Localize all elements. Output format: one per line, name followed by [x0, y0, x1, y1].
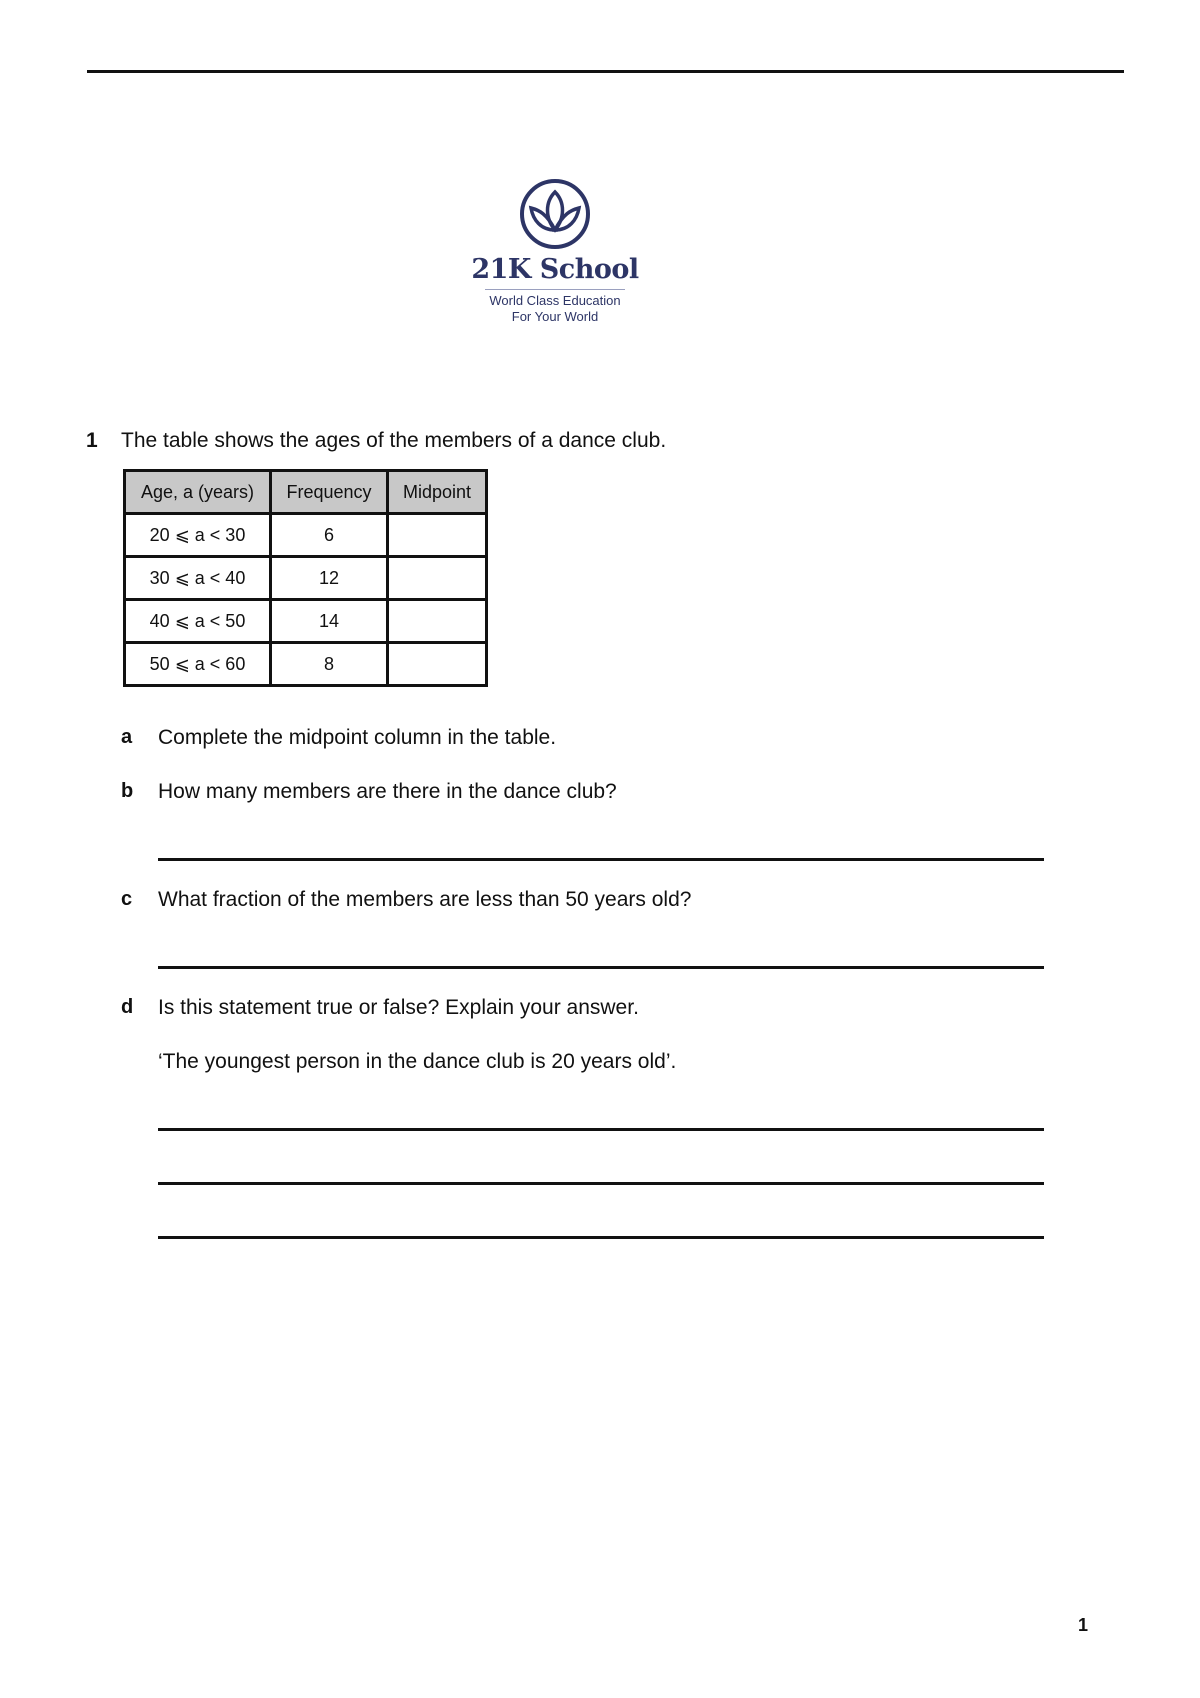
- midpoint-cell[interactable]: [388, 514, 487, 557]
- table-row: [125, 643, 487, 686]
- question-number: 1: [86, 429, 98, 452]
- answer-line-c[interactable]: [158, 966, 1044, 969]
- part-d-text: Is this statement true or false? Explain your answer.: [158, 996, 639, 1019]
- header-midpoint: Midpoint: [388, 471, 487, 514]
- frequency-cell: 8: [271, 643, 388, 686]
- part-d-quote: ‘The youngest person in the dance club is 20 years old’.: [158, 1050, 677, 1073]
- school-logo: [470, 178, 640, 325]
- midpoint-cell[interactable]: [388, 600, 487, 643]
- part-a-text: Complete the midpoint column in the table.: [158, 726, 557, 749]
- part-c-label: c: [121, 888, 133, 910]
- part-c-text: What fraction of the members are less than 50 years old?: [158, 888, 692, 911]
- age-cell: 40 ⩽ a < 50: [125, 600, 271, 643]
- table-row: [125, 600, 487, 643]
- question-text: The table shows the ages of the members of a dance club.: [121, 429, 667, 452]
- midpoint-cell[interactable]: [388, 643, 487, 686]
- answer-line-d-2[interactable]: [158, 1182, 1044, 1185]
- frequency-cell: 14: [271, 600, 388, 643]
- table-row: [125, 557, 487, 600]
- frequency-cell: 6: [271, 514, 388, 557]
- page-number: 1: [1078, 1615, 1089, 1635]
- logo-tagline-2: For Your World: [511, 309, 599, 324]
- part-b-text: How many members are there in the dance club?: [158, 780, 617, 803]
- school-name: 21K School: [471, 254, 639, 285]
- table-header-row: [125, 471, 487, 514]
- header-age: Age, a (years): [125, 471, 271, 514]
- part-b-label: b: [121, 780, 134, 802]
- part-d-label: d: [121, 996, 134, 1018]
- midpoint-cell[interactable]: [388, 557, 487, 600]
- logo-tagline-1: World Class Education: [489, 293, 621, 308]
- answer-line-b[interactable]: [158, 858, 1044, 861]
- header-rule: [87, 70, 1124, 73]
- age-cell: 30 ⩽ a < 40: [125, 557, 271, 600]
- logo-divider: [485, 289, 625, 290]
- part-a-label: a: [121, 726, 133, 748]
- answer-line-d-1[interactable]: [158, 1128, 1044, 1131]
- age-frequency-table: [123, 469, 488, 687]
- answer-line-d-3[interactable]: [158, 1236, 1044, 1239]
- age-cell: 50 ⩽ a < 60: [125, 643, 271, 686]
- header-frequency: Frequency: [271, 471, 388, 514]
- age-cell: 20 ⩽ a < 30: [125, 514, 271, 557]
- frequency-cell: 12: [271, 557, 388, 600]
- lotus-icon: [519, 178, 591, 250]
- table-row: [125, 514, 487, 557]
